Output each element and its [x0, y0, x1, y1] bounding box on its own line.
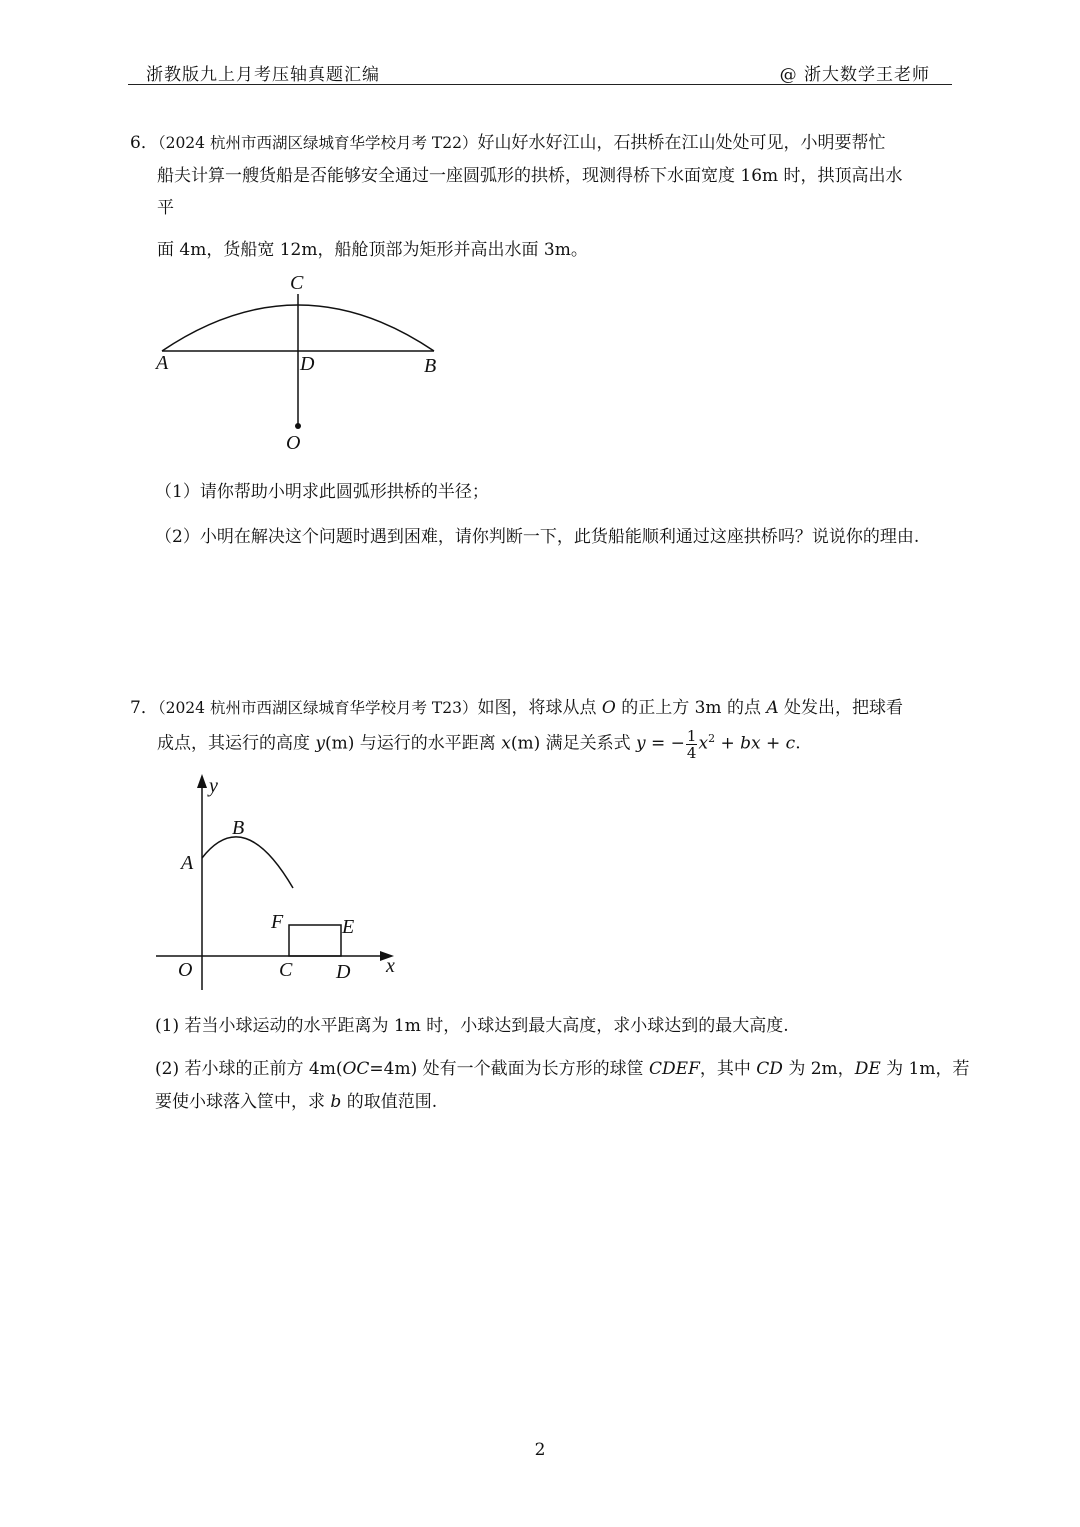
- label-point-a: A: [181, 852, 194, 874]
- q7-fraction: [686, 728, 698, 761]
- q7-eq-exponent: 2: [708, 732, 716, 745]
- label-point-d: D: [336, 961, 351, 983]
- label-c: C: [290, 272, 304, 294]
- label-d: D: [300, 353, 315, 375]
- page-number: 2: [534, 1440, 546, 1460]
- label-point-f: F: [271, 911, 284, 933]
- q7-part2-e: 为 1m，若: [880, 1059, 970, 1079]
- label-y-axis: y: [209, 775, 218, 797]
- fraction-numerator: 1: [686, 726, 697, 745]
- label-b: B: [424, 355, 437, 377]
- fraction-denominator: 4: [686, 743, 697, 762]
- header-author: @ 浙大数学王老师: [779, 65, 930, 85]
- q7-eq-end: .: [795, 733, 801, 754]
- label-point-b: B: [232, 817, 245, 839]
- q7-part2-line2: [155, 1092, 437, 1112]
- q7-part1: (1) 若当小球运动的水平距离为 1m 时，小球达到最大高度，求小球达到的最大高度.: [155, 1016, 789, 1036]
- q7-part2-line1: [155, 1059, 969, 1079]
- header-title: 浙教版九上月考压轴真题汇编: [146, 65, 380, 85]
- q7-var-o: O: [601, 698, 616, 718]
- q6-part1: （1）请你帮助小明求此圆弧形拱桥的半径；: [155, 482, 489, 502]
- q7-part2-b: =4m) 处有一个截面为长方形的球筐: [369, 1059, 650, 1079]
- q7-line2-a: 成点，其运行的高度: [157, 733, 316, 754]
- q7-eq-plus1: +: [715, 733, 741, 754]
- header-divider: [128, 84, 952, 85]
- q7-part2-a: (2) 若小球的正前方 4m(: [155, 1059, 343, 1079]
- y-axis-arrow: [197, 774, 207, 788]
- q6-line2: 船夫计算一艘货船是否能够安全通过一座圆弧形的拱桥，现测得桥下水面宽度 16m 时，拱顶高出水: [157, 166, 903, 186]
- center-point-o: [295, 423, 301, 429]
- q7-var-cdef: CDEF: [649, 1059, 700, 1079]
- label-point-e: E: [342, 916, 355, 938]
- q6-line1: [130, 133, 885, 153]
- q6-source: （2024 杭州市西湖区绿城育华学校月考 T22）: [157, 134, 478, 152]
- q7-var-cd: CD: [756, 1059, 783, 1079]
- label-o: O: [286, 432, 301, 454]
- q7-var-b: b: [330, 1092, 342, 1112]
- q7-line2-c: (m) 满足关系式: [510, 733, 637, 754]
- q7-part2-c: ，其中: [699, 1059, 757, 1079]
- q6-line4: 面 4m，货船宽 12m，船舱顶部为矩形并高出水面 3m。: [157, 240, 588, 260]
- q7-part2-line2b: 的取值范围.: [341, 1092, 438, 1112]
- q7-eq-bx: bx: [740, 733, 761, 754]
- basket-rectangle: [289, 925, 341, 956]
- q7-number: 7．: [130, 698, 158, 718]
- q6-number: 6．: [130, 133, 158, 153]
- q7-line1-c: 处发出，把球看: [778, 698, 904, 718]
- q6-arch-diagram: [150, 268, 450, 458]
- q7-var-y: y: [315, 733, 326, 754]
- q7-line1: [130, 698, 903, 718]
- q7-part2-line2a: 要使小球落入筐中，求: [155, 1092, 331, 1112]
- q7-var-oc: OC: [342, 1059, 370, 1079]
- label-x-axis: x: [386, 955, 395, 977]
- q7-line2: [157, 722, 801, 761]
- label-a: A: [156, 352, 169, 374]
- q7-var-de: DE: [854, 1059, 881, 1079]
- q6-line1-text: 好山好水好江山，石拱桥在江山处处可见，小明要帮忙: [477, 133, 886, 153]
- q6-part2: （2）小明在解决这个问题时遇到困难，请你判断一下，此货船能顺利通过这座拱桥吗？说说你的理由.: [155, 527, 920, 547]
- q7-source: （2024 杭州市西湖区绿城育华学校月考 T23）: [157, 699, 478, 717]
- q6-line3: 平: [157, 198, 174, 218]
- ball-trajectory: [202, 837, 293, 888]
- label-origin-o: O: [178, 959, 193, 981]
- q7-line1-a: 如图，将球从点: [477, 698, 602, 718]
- q7-var-a: A: [766, 698, 779, 718]
- q7-eq-x: x: [698, 733, 709, 754]
- q7-line2-b: (m) 与运行的水平距离: [325, 733, 502, 754]
- q7-part2-d: 为 2m，: [782, 1059, 855, 1079]
- q7-var-x: x: [501, 733, 511, 754]
- q7-trajectory-diagram: [150, 770, 410, 995]
- q7-line1-b: 的正上方 3m 的点: [615, 698, 767, 718]
- q7-eq-c: c: [785, 733, 796, 754]
- label-point-c: C: [279, 959, 293, 981]
- q7-eq-lhs: y = −: [636, 733, 685, 754]
- q7-eq-plus2: +: [760, 733, 786, 754]
